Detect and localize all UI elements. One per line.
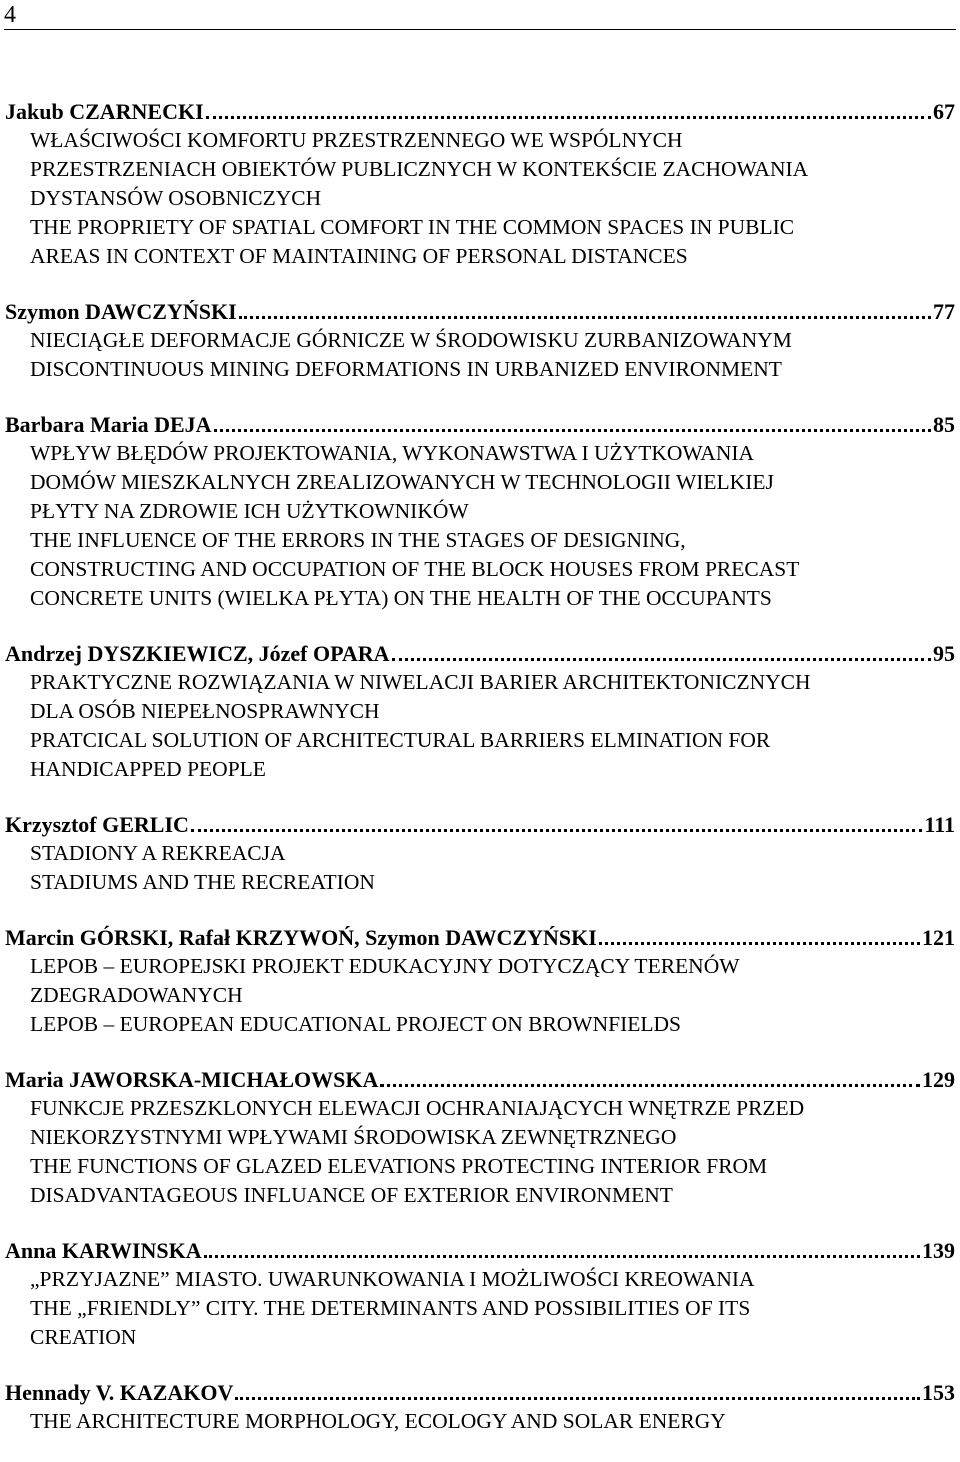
toc-title-line: THE PROPRIETY OF SPATIAL COMFORT IN THE COMMON SPACES IN PUBLIC <box>30 215 795 239</box>
toc-title-line: CREATION <box>30 1325 137 1349</box>
toc-title-line: PRZESTRZENIACH OBIEKTÓW PUBLICZNYCH W KONTEKŚCIE ZACHOWANIA <box>30 157 809 181</box>
toc-title-line: WPŁYW BŁĘDÓW PROJEKTOWANIA, WYKONAWSTWA I UŻYTKOWANIA <box>30 441 755 465</box>
toc-title-line: DLA OSÓB NIEPEŁNOSPRAWNYCH <box>30 699 380 723</box>
dot-leader <box>239 316 931 319</box>
toc-title-line: FUNKCJE PRZESZKLONYCH ELEWACJI OCHRANIAJĄCYCH WNĘTRZE PRZED <box>30 1096 805 1120</box>
toc-entry <box>5 639 955 784</box>
toc-author-line <box>5 810 955 839</box>
toc-author: Jakub CZARNECKI <box>5 99 204 124</box>
toc-author: Barbara Maria DEJA <box>5 412 212 437</box>
dot-leader <box>235 1397 920 1400</box>
toc-entry <box>5 297 955 384</box>
toc-title-line: WŁAŚCIWOŚCI KOMFORTU PRZESTRZENNEGO WE WSPÓLNYCH <box>30 128 683 152</box>
toc-title-line: DISCONTINUOUS MINING DEFORMATIONS IN URBANIZED ENVIRONMENT <box>30 357 782 381</box>
dot-leader <box>392 658 931 661</box>
toc-entry <box>5 923 955 1039</box>
toc-author-line <box>5 1378 955 1407</box>
dot-leader <box>204 1255 920 1258</box>
toc-title-line: ZDEGRADOWANYCH <box>30 983 243 1007</box>
toc-title-line: THE „FRIENDLY” CITY. THE DETERMINANTS AND POSSIBILITIES OF ITS <box>30 1296 751 1320</box>
toc-author-line <box>5 97 955 126</box>
toc-author-line <box>5 923 955 952</box>
toc-title-line: THE FUNCTIONS OF GLAZED ELEVATIONS PROTECTING INTERIOR FROM <box>30 1154 768 1178</box>
toc-title-line: CONCRETE UNITS (WIELKA PŁYTA) ON THE HEALTH OF THE OCCUPANTS <box>30 586 772 610</box>
toc-title-line: DOMÓW MIESZKALNYCH ZREALIZOWANYCH W TECHNOLOGII WIELKIEJ <box>30 470 774 494</box>
toc-page-number: 121 <box>922 925 955 950</box>
toc-title-line: DISADVANTAGEOUS INFLUANCE OF EXTERIOR ENVIRONMENT <box>30 1183 673 1207</box>
header-rule <box>4 29 956 30</box>
dot-leader <box>380 1084 920 1087</box>
toc-title-line: „PRZYJAZNE” MIASTO. UWARUNKOWANIA I MOŻLIWOŚCI KREOWANIA <box>30 1267 755 1291</box>
toc-author-line <box>5 1236 955 1265</box>
dot-leader <box>214 429 931 432</box>
toc-title-line: AREAS IN CONTEXT OF MAINTAINING OF PERSONAL DISTANCES <box>30 244 688 268</box>
toc-title-line: NIECIĄGŁE DEFORMACJE GÓRNICZE W ŚRODOWISKU ZURBANIZOWANYM <box>30 328 792 352</box>
toc-title-line: DYSTANSÓW OSOBNICZYCH <box>30 186 322 210</box>
dot-leader <box>599 942 920 945</box>
table-of-contents <box>5 97 955 1462</box>
toc-title-line: PRATCICAL SOLUTION OF ARCHITECTURAL BARRIERS ELMINATION FOR <box>30 728 771 752</box>
toc-author-line <box>5 639 955 668</box>
toc-entry <box>5 97 955 271</box>
page-number: 4 <box>4 2 16 28</box>
toc-title-line: CONSTRUCTING AND OCCUPATION OF THE BLOCK HOUSES FROM PRECAST <box>30 557 800 581</box>
toc-title-line: STADIONY A REKREACJA <box>30 841 286 865</box>
toc-title-line: NIEKORZYSTNYMI WPŁYWAMI ŚRODOWISKA ZEWNĘTRZNEGO <box>30 1125 677 1149</box>
toc-title-line: HANDICAPPED PEOPLE <box>30 757 266 781</box>
toc-title-line: THE ARCHITECTURE MORPHOLOGY, ECOLOGY AND SOLAR ENERGY <box>30 1409 726 1433</box>
toc-entry <box>5 810 955 897</box>
toc-author: Hennady V. KAZAKOV <box>5 1380 234 1405</box>
toc-page-number: 77 <box>933 299 955 324</box>
toc-title-line: THE INFLUENCE OF THE ERRORS IN THE STAGES OF DESIGNING, <box>30 528 686 552</box>
toc-author-line <box>5 1065 955 1094</box>
toc-title-line: LEPOB – EUROPEJSKI PROJEKT EDUKACYJNY DOTYCZĄCY TERENÓW <box>30 954 740 978</box>
toc-page-number: 95 <box>933 641 955 666</box>
toc-page-number: 111 <box>924 812 955 837</box>
toc-author: Andrzej DYSZKIEWICZ, Józef OPARA <box>5 641 390 666</box>
toc-entry <box>5 410 955 613</box>
toc-author-line <box>5 410 955 439</box>
toc-author: Anna KARWINSKA <box>5 1238 202 1263</box>
toc-entry <box>5 1236 955 1352</box>
toc-author: Marcin GÓRSKI, Rafał KRZYWOŃ, Szymon DAWCZYŃSKI <box>5 925 597 950</box>
toc-page-number: 139 <box>922 1238 955 1263</box>
toc-entry <box>5 1065 955 1210</box>
toc-author: Krzysztof GERLIC <box>5 812 189 837</box>
dot-leader <box>206 116 931 119</box>
toc-page-number: 129 <box>922 1067 955 1092</box>
toc-title-line: PRAKTYCZNE ROZWIĄZANIA W NIWELACJI BARIER ARCHITEKTONICZNYCH <box>30 670 811 694</box>
page-header <box>0 0 960 30</box>
toc-page-number: 67 <box>933 99 955 124</box>
toc-title-line: PŁYTY NA ZDROWIE ICH UŻYTKOWNIKÓW <box>30 499 469 523</box>
toc-page-number: 85 <box>933 412 955 437</box>
toc-author-line <box>5 297 955 326</box>
toc-author: Maria JAWORSKA-MICHAŁOWSKA <box>5 1067 379 1092</box>
dot-leader <box>191 829 923 832</box>
toc-title-line: STADIUMS AND THE RECREATION <box>30 870 375 894</box>
toc-title-line: LEPOB – EUROPEAN EDUCATIONAL PROJECT ON BROWNFIELDS <box>30 1012 681 1036</box>
toc-entry <box>5 1378 955 1436</box>
toc-page-number: 153 <box>922 1380 955 1405</box>
toc-author: Szymon DAWCZYŃSKI <box>5 299 237 324</box>
